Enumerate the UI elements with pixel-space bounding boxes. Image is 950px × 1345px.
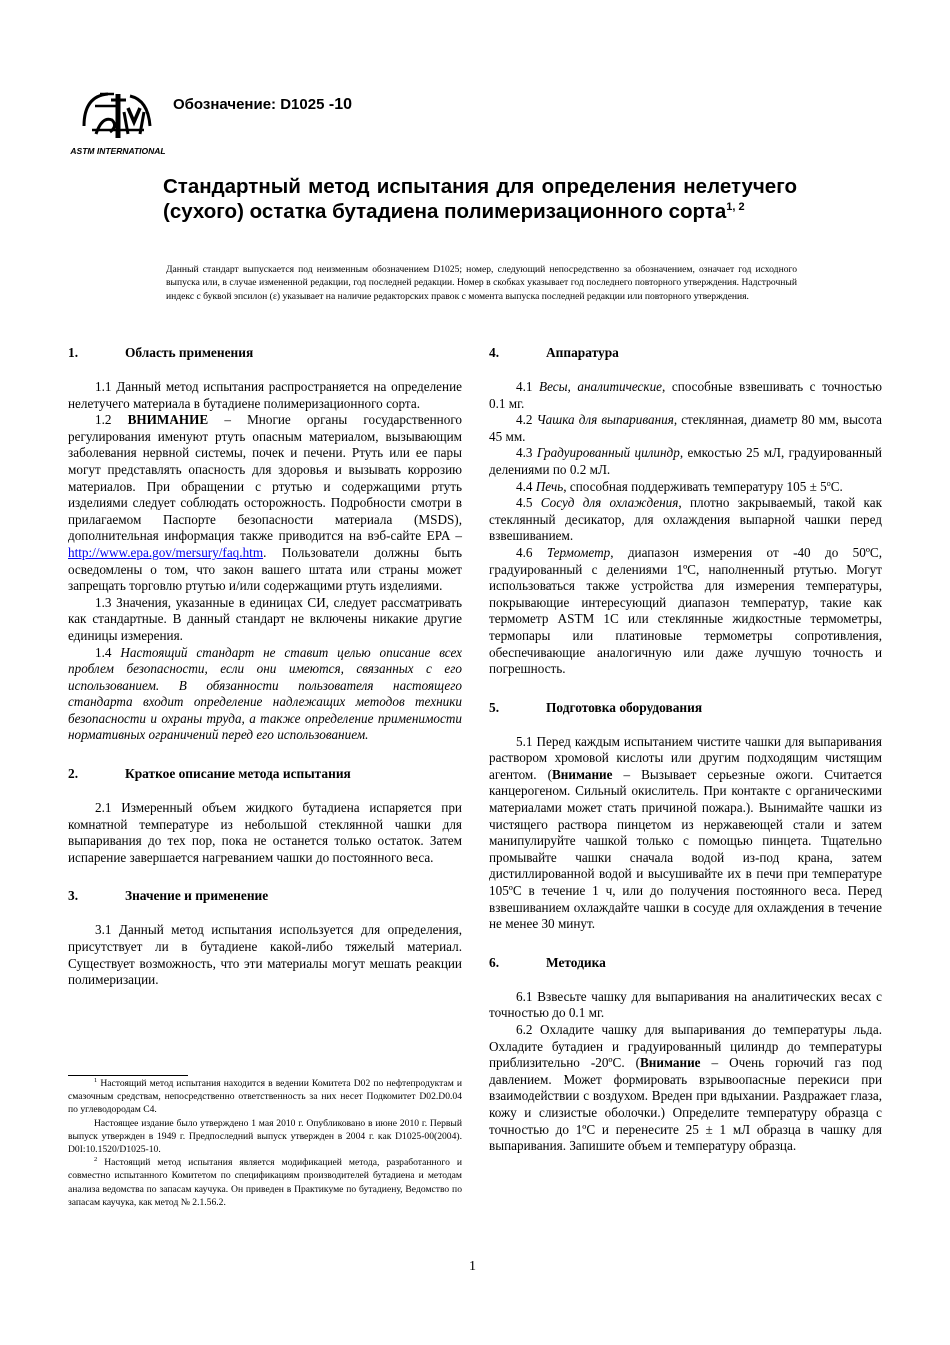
designation-revision: -10 (324, 96, 352, 113)
paragraph-4-2: 4.2 Чашка для выпаривания, стеклянная, диаметр 80 мм, высота 45 мм. (489, 412, 882, 444)
left-column (68, 343, 462, 989)
page-title (163, 174, 797, 224)
preamble: Данный стандарт выпускается под неизменным обозначением D1025; номер, следующий непосредственно за обозначением, означает год исходного выпуска или, в случае измененной редакции, год последней редакции. Номер в скобках указывает год последнего повторного утверждения. Надстрочный индекс с буквой эпсилон (ε) указывает на наличие редакторских правок с момента выпуска последней редакции или повторного утверждения. (166, 264, 797, 302)
section-4-heading: 4. Аппаратура (489, 345, 619, 360)
paragraph-3-1: 3.1 Данный метод испытания используется для определения, присутствует ли в бутадиене какой-либо тяжелый материал. Существует возможность, что эти материалы могут мешать реакции полимеризации. (68, 922, 462, 988)
title-text: Стандартный метод испытания для определения нелетучего (сухого) остатка бутадиена полимеризационного сорта (163, 175, 797, 223)
section-3-heading: 3. Значение и применение (68, 888, 269, 904)
paragraph-1-3: 1.3 Значения, указанные в единицах СИ, следует рассматривать как стандартные. В данный стандарт не включены никакие другие единицы измерения. (68, 594, 462, 643)
designation (173, 96, 352, 114)
section-1-heading: 1. Область применения (68, 345, 254, 360)
warning-label: Внимание (551, 766, 613, 782)
warning-label: ВНИМАНИЕ (127, 412, 209, 428)
designation-prefix: Обозначение: D1025 (173, 96, 325, 113)
paragraph-1-4: 1.4 Настоящий стандарт не ставит целью описание всех проблем безопасности, если они имеются, связанных с его использованием. В обязанности пользователя настоящего стандарта входит определение надлежащих методов техники безопасности и охраны труда, а также определение применимости нормативных ограничений перед его использованием. (68, 644, 463, 743)
paragraph-4-6: 4.6 Термометр, диапазон измерения от -40 до 50ºC, градуированный с делениями 1ºC, наполненный ртутью. Могут использоваться также устройства для измерения температуры, покрывающие интересующий диапазон температур, такие как термометр ASTM 1C или стеклянные жидкостные термометры, термопары или платиновые термометры сопротивления, обеспечивающие аналогичную или даже лучшую точность и погрешность. (489, 544, 883, 677)
footnote-1-continued: Настоящее издание было утверждено 1 мая 2010 г. Опубликовано в июне 2010 г. Первый выпуск утвержден в 1949 г. Предпоследний выпуск утвержден в 2004 г. как D1025-00(2004). D0I:10.1520/D1025-10. (68, 1117, 462, 1156)
paragraph-1-1: 1.1 Данный метод испытания распространяется на определение нелетучего материала в бутадиене полимеризационного сорта. (68, 379, 462, 411)
paragraph-4-5: 4.5 Сосуд для охлаждения, плотно закрываемый, такой как стеклянный десикатор, для охлаждения выпарной чашки перед взвешиванием. (489, 495, 883, 544)
footnote-divider (68, 1075, 188, 1076)
paragraph-4-3: 4.3 Градуированный цилиндр, емкостью 25 мЛ, градуированный делениями по 0.2 мЛ. (489, 445, 882, 477)
page-number: 1 (469, 1259, 476, 1274)
astm-logo (70, 86, 166, 158)
epa-link[interactable]: http://www.epa.gov/mersury/faq.htm (68, 544, 264, 560)
paragraph-4-4: 4.4 Печь, способная поддерживать температуру $105 \pm 5^oC$. (516, 478, 843, 494)
right-column (489, 343, 882, 1155)
footnotes (68, 1077, 462, 1209)
paragraph-5-1: 5.1 Перед каждым испытанием чистите чашки для выпаривания раствором хромовой кислоты или другим подходящим чистящим агентом. (Внимание – Вызывает серьезные ожоги. Считается канцерогеном. Сильный окислитель. При контакте с органическими материалами может стать причиной пожара.). Вынимайте чашки из чистящего раствора пинцетом из нержавеющей стали и затем манипулируйте чашкой только с помощью пинцета. Тщательно промывайте чашки сначала водой из-под крана, затем дистиллированной водой и высушивайте их в печи при температуре 105ºC в течение 1 ч, или до получения постоянного веса. Перед взвешиванием охлаждайте чашки в сосуде для охлаждения в течение не менее 30 минут. (489, 733, 882, 932)
warning-label: Внимание (640, 1055, 701, 1071)
logo-caption: ASTM INTERNATIONAL (70, 146, 166, 156)
section-2-heading: 2. Краткое описание метода испытания (68, 766, 351, 782)
paragraph-4-1: 4.1 Весы, аналитические, способные взвешивать с точностью 0.1 мг. (489, 379, 883, 411)
paragraph-1-2: 1.2 ВНИМАНИЕ – Многие органы государственного регулирования именуют ртуть опасным материалом, вызывающим заболевания нервной системы, почек и печени. Ртуть или ее пары могут представлять опасность для здоровья и вызывать коррозию материалов. При обращении с ртутью и содержащими ртуть изделиями следует соблюдать осторожность. Подробности смотри в прилагаемом Паспорте безопасности материала (MSDS), дополнительная информация также приводится на вэб-сайте EPA – http://www.epa.gov/mersury/faq.htm. Пользователи должны быть осведомлены о том, что закон вашего штата или страны может запрещать торговлю ртутью и/или содержащими ртуть изделиями. (68, 412, 463, 594)
footnote-2: $^2$ Настоящий метод испытания является модификацией метода, разработанного и совместно испытанного Комитетом по спецификациям производителей бутадиена и методам анализа ведомства по запасам каучука. Он приведен в Практикуме по бутадиену, Ведомство по запасам каучука, как метод № 2.1.56.2. (68, 1156, 462, 1208)
footnote-1: $^1$ Настоящий метод испытания находится в ведении Комитета D02 по нефтепродуктам и смазочным средствам, непосредственно ответственность за них несет Подкомитет D02.D0.04 по углеводородам C4. (68, 1077, 462, 1116)
paragraph-6-1: 6.1 Взвесьте чашку для выпаривания на аналитических весах с точностью до 0.1 мг. (489, 988, 882, 1021)
paragraph-2-1: 2.1 Измеренный объем жидкого бутадиена испаряется при комнатной температуре из небольшой стеклянной чашки для выпаривания до тех пор, пока не останется только остаток. Затем испарение завершается нагреванием чашки до постоянного веса. (68, 800, 462, 865)
title-superscript: 1, 2 (726, 201, 745, 213)
section-6-heading: 6. Методика (489, 954, 606, 970)
astm-logo-icon (70, 86, 166, 158)
section-5-heading: 5. Подготовка оборудования (489, 699, 703, 715)
paragraph-6-2: 6.2 Охладите чашку для выпаривания до температуры льда. Охладите бутадиен и градуированный цилиндр до температуры приблизительно -20ºC. (Внимание – Очень горючий газ под давлением. Может формировать взрывоопасные перекиси при взаимодействии с воздухом. Вреден при вдыхании. Раздражает глаза, кожу и слизистые оболочки.) Определите температуру образца с точностью до 1ºC и перенесите 25 ± 1 мЛ образца в чашку для выпаривания. Запишите объем и температуру образца. (489, 1022, 882, 1154)
